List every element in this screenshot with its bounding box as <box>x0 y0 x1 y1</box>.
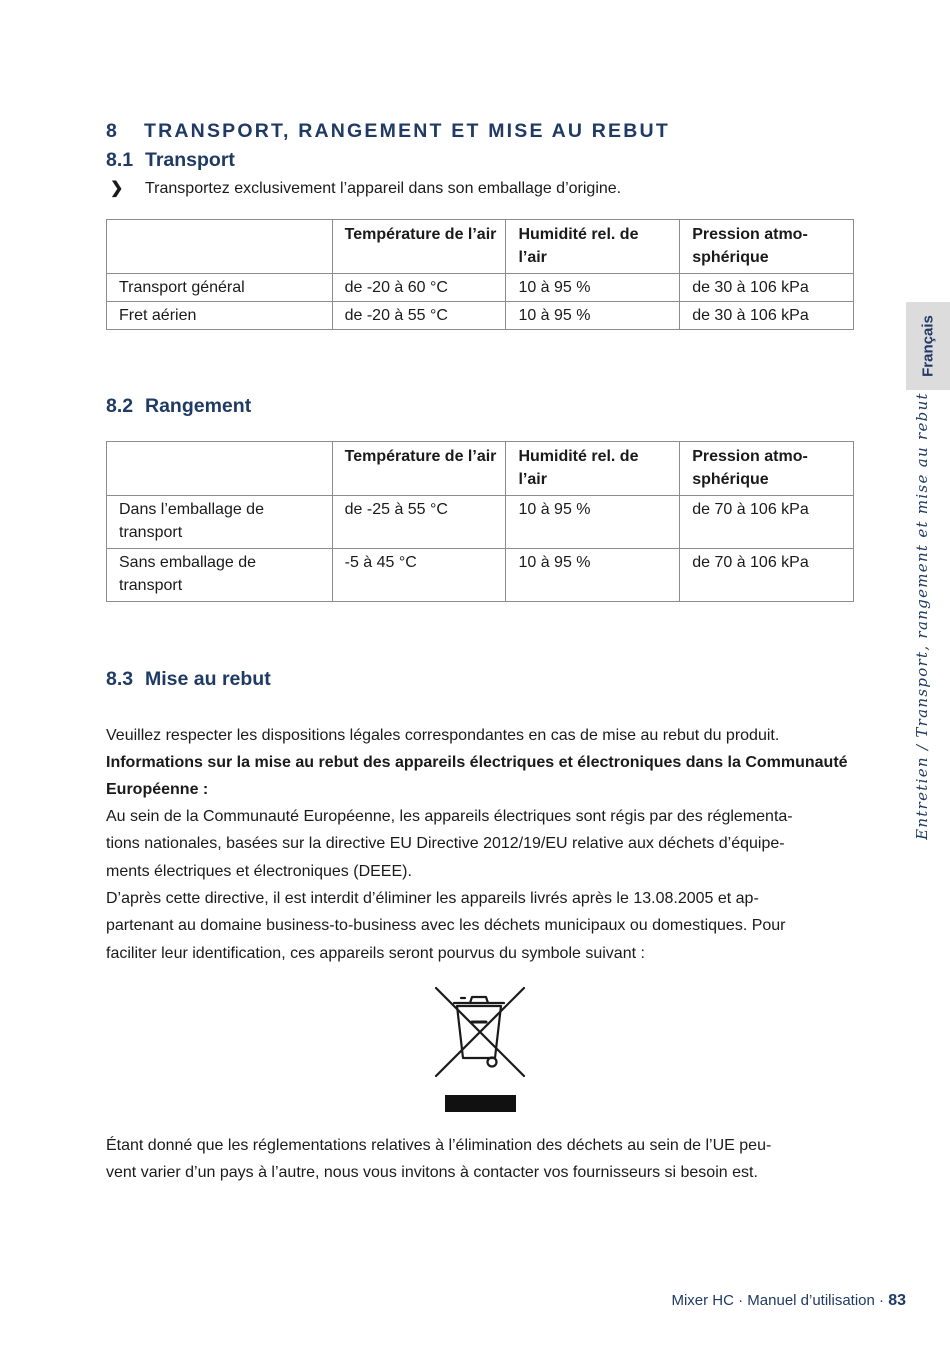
table-cell: 10 à 95 % <box>506 302 680 330</box>
table-cell: Transport général <box>107 274 333 302</box>
table-header-cell: Pression atmo- sphérique <box>680 442 854 496</box>
section-title <box>106 120 670 143</box>
table-header-cell <box>107 442 333 496</box>
table-cell: 10 à 95 % <box>506 274 680 302</box>
language-tab-label: Français <box>919 315 937 377</box>
table-header-cell: Température de l’air <box>332 442 506 496</box>
disposal-paragraph-3: D’après cette directive, il est interdit d’éliminer les appareils livrés après le 13.08.2005 et ap- partenant au domaine business-to-business avec les déchets municipaux ou domestiques. Pour faciliter leur identification, ces appareils seront pourvus du symbole suivant : <box>106 890 786 962</box>
subsection-title-text: Transport <box>145 149 235 171</box>
section-number: 8 <box>106 120 117 142</box>
table-cell: Sans emballage de transport <box>107 549 333 602</box>
disposal-paragraph-heading: Informations sur la mise au rebut des appareils électriques et électroniques dans la Communauté Européenne : <box>106 754 848 799</box>
table-header-row <box>107 442 854 496</box>
table-cell: de 30 à 106 kPa <box>680 274 854 302</box>
subsection-title-text: Mise au rebut <box>145 668 271 690</box>
section-title-text: TRANSPORT, RANGEMENT ET MISE AU REBUT <box>144 120 670 142</box>
footer-text: Mixer HC · Manuel d’utilisation · <box>671 1292 889 1309</box>
subsection-number: 8.2 <box>106 395 134 417</box>
table-cell: 10 à 95 % <box>506 549 680 602</box>
table-row <box>107 549 854 602</box>
disposal-paragraph-2: Au sein de la Communauté Européenne, les appareils électriques sont régis par des réglementa- tions nationales, basées sur la directive EU Directive 2012/19/EU relative aux déchets d’équipe- ments électriques et électroniques (DEEE). <box>106 808 793 880</box>
table-row <box>107 274 854 302</box>
table-row <box>107 302 854 330</box>
table-cell: de -25 à 55 °C <box>332 496 506 549</box>
table-header-row <box>107 220 854 274</box>
table-cell: de 30 à 106 kPa <box>680 302 854 330</box>
table-header-cell <box>107 220 333 274</box>
subsection-title-disposal <box>106 668 271 691</box>
transport-table <box>106 219 854 330</box>
chevron-right-icon: ❯ <box>110 180 124 197</box>
storage-table <box>106 441 854 602</box>
table-header-cell: Température de l’air <box>332 220 506 274</box>
chapter-sidebar-label: Entretien / Transport, rangement et mise au rebut <box>913 392 931 840</box>
subsection-title-text: Rangement <box>145 395 252 417</box>
disposal-paragraph-4: Étant donné que les réglementations relatives à l’élimination des déchets au sein de l’UE peu- vent varier d’un pays à l’autre, nous vous invitons à contacter vos fournisseurs si besoin est. <box>106 1137 772 1182</box>
disposal-paragraph-1: Veuillez respecter les dispositions légales correspondantes en cas de mise au rebut du produit. <box>106 727 780 744</box>
table-header-cell: Humidité rel. de l’air <box>506 220 680 274</box>
table-cell: de 70 à 106 kPa <box>680 496 854 549</box>
table-cell: Dans l’emballage de transport <box>107 496 333 549</box>
table-cell: de -20 à 60 °C <box>332 274 506 302</box>
table-header-cell: Humidité rel. de l’air <box>506 442 680 496</box>
table-cell: de 70 à 106 kPa <box>680 549 854 602</box>
table-cell: de -20 à 55 °C <box>332 302 506 330</box>
subsection-number: 8.1 <box>106 149 134 171</box>
table-cell: -5 à 45 °C <box>332 549 506 602</box>
table-header-cell: Pression atmo- sphérique <box>680 220 854 274</box>
page-footer <box>671 1292 906 1310</box>
subsection-title-transport <box>106 149 235 172</box>
table-cell: 10 à 95 % <box>506 496 680 549</box>
crossed-out-wheelie-bin-icon <box>430 984 530 1114</box>
table-cell: Fret aérien <box>107 302 333 330</box>
table-row <box>107 496 854 549</box>
subsection-title-storage <box>106 395 251 418</box>
page-number: 83 <box>888 1292 906 1309</box>
instruction-text: Transportez exclusivement l’appareil dans son emballage d’origine. <box>145 180 622 197</box>
transport-instruction <box>110 178 621 198</box>
subsection-number: 8.3 <box>106 668 134 690</box>
